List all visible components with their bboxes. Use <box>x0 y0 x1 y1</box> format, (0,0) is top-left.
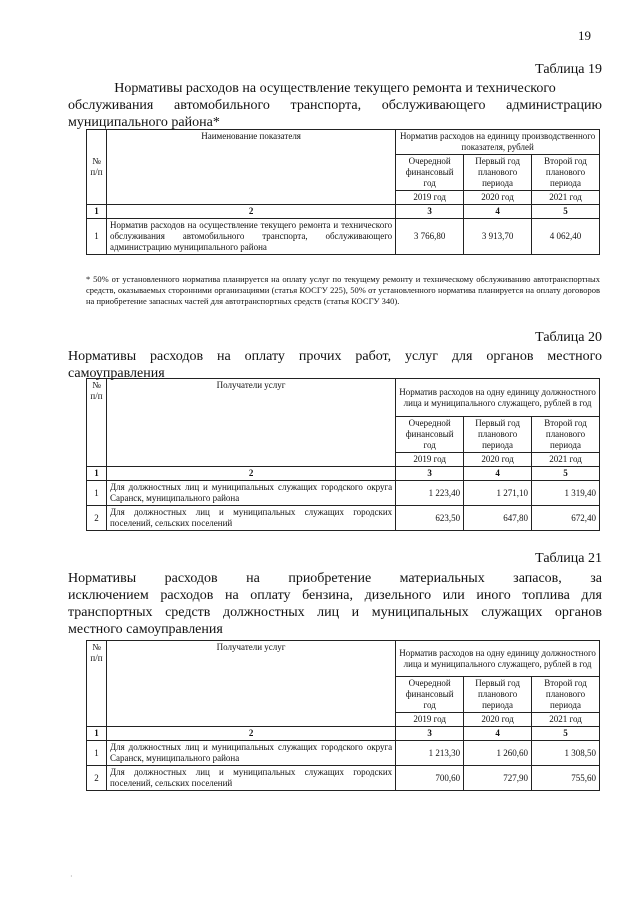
table-row <box>87 741 600 766</box>
col-num-5: 5 <box>532 727 600 741</box>
row-value-2021: 672,40 <box>532 506 600 531</box>
year-2019: 2019 год <box>396 191 464 205</box>
col-num-2: 2 <box>106 205 395 219</box>
table20-caption: Таблица 20 <box>535 330 602 345</box>
col-num-3: 3 <box>396 205 464 219</box>
row-value-2019: 623,50 <box>396 506 464 531</box>
table19-caption: Таблица 19 <box>535 62 602 77</box>
col-num-2: 2 <box>106 727 395 741</box>
title-line: транспортных средств должностных лиц и муниципальных служащих органов <box>68 605 602 620</box>
col-num-5: 5 <box>532 205 600 219</box>
row-num: 1 <box>87 481 107 506</box>
title-line: исключением расходов на оплату бензина, дизельного или иного топлива для <box>68 588 602 603</box>
row-num: 1 <box>87 219 107 255</box>
year-2019: 2019 год <box>396 453 464 467</box>
row-value-2021: 1 319,40 <box>532 481 600 506</box>
header-current-year: Очередной финансовый год <box>396 155 464 191</box>
header-plan-year-2: Второй год планового периода <box>532 417 600 453</box>
header-plan-year-2: Второй год планового периода <box>532 677 600 713</box>
col-num-1: 1 <box>87 727 107 741</box>
table-row <box>87 506 600 531</box>
col-num-3: 3 <box>396 467 464 481</box>
row-value-2021: 4 062,40 <box>532 219 600 255</box>
row-value-2019: 3 766,80 <box>396 219 464 255</box>
title-line: самоуправления <box>68 366 165 381</box>
row-num: 1 <box>87 741 107 766</box>
table-row <box>87 481 600 506</box>
header-num: № п/п <box>87 379 107 467</box>
row-value-2020: 1 260,60 <box>464 741 532 766</box>
header-plan-year-1: Первый год планового периода <box>464 417 532 453</box>
table-row <box>87 766 600 791</box>
row-value-2020: 1 271,10 <box>464 481 532 506</box>
row-value-2020: 647,80 <box>464 506 532 531</box>
col-num-2: 2 <box>106 467 395 481</box>
year-2021: 2021 год <box>532 453 600 467</box>
year-2020: 2020 год <box>464 713 532 727</box>
row-name: Норматив расходов на осуществление текущего ремонта и технического обслуживания автомобильного транспорта, обслуживающего администрацию муниципального района <box>106 219 395 255</box>
year-2019: 2019 год <box>396 713 464 727</box>
col-num-4: 4 <box>464 467 532 481</box>
header-plan-year-1: Первый год планового периода <box>464 155 532 191</box>
row-value-2021: 755,60 <box>532 766 600 791</box>
table20 <box>86 378 600 531</box>
header-num: № п/п <box>87 130 107 205</box>
col-num-3: 3 <box>396 727 464 741</box>
title-line: обслуживания автомобильного транспорта, обслуживающего администрацию <box>68 98 602 113</box>
year-2021: 2021 год <box>532 191 600 205</box>
title-line: Нормативы расходов на приобретение материальных запасов, за <box>68 571 602 586</box>
header-plan-year-1: Первый год планового периода <box>464 677 532 713</box>
table20-title <box>68 348 602 382</box>
title-line: муниципального района* <box>68 115 220 130</box>
title-line: Нормативы расходов на осуществление текущего ремонта и технического <box>114 81 556 96</box>
table19 <box>86 129 600 255</box>
table19-footnote: * 50% от установленного норматива планируется на оплату услуг по текущему ремонту и техническому обслуживанию автотранспортных средств, оказываемых сторонними организациями (статья КОСГУ 225), 50% от установленного норматива планируется на оплату договоров на приобретение запасных частей для автотранспортных средств (статья КОСГУ 340). <box>86 274 600 306</box>
table-row <box>87 219 600 255</box>
year-2020: 2020 год <box>464 191 532 205</box>
scan-mark: · <box>70 872 73 881</box>
row-value-2019: 1 223,40 <box>396 481 464 506</box>
row-name: Для должностных лиц и муниципальных служащих городского округа Саранск, муниципального района <box>106 481 395 506</box>
header-name: Получатели услуг <box>106 641 395 727</box>
row-value-2020: 3 913,70 <box>464 219 532 255</box>
header-num: № п/п <box>87 641 107 727</box>
title-line: Нормативы расходов на оплату прочих работ, услуг для органов местного <box>68 349 602 364</box>
row-num: 2 <box>87 766 107 791</box>
header-name: Получатели услуг <box>106 379 395 467</box>
header-group: Норматив расходов на одну единицу должностного лица и муниципального служащего, рублей в год <box>396 641 600 677</box>
row-name: Для должностных лиц и муниципальных служащих городского округа Саранск, муниципального района <box>106 741 395 766</box>
col-num-4: 4 <box>464 205 532 219</box>
header-current-year: Очередной финансовый год <box>396 677 464 713</box>
year-2021: 2021 год <box>532 713 600 727</box>
title-line: местного самоуправления <box>68 622 223 637</box>
row-name: Для должностных лиц и муниципальных служащих городских поселений, сельских поселений <box>106 766 395 791</box>
table21-title <box>68 570 602 638</box>
table21 <box>86 640 600 791</box>
row-value-2020: 727,90 <box>464 766 532 791</box>
header-group: Норматив расходов на одну единицу должностного лица и муниципального служащего, рублей в год <box>396 379 600 417</box>
table21-caption: Таблица 21 <box>535 551 602 566</box>
col-num-4: 4 <box>464 727 532 741</box>
page-number: 19 <box>578 28 591 43</box>
table19-title <box>68 80 602 131</box>
col-num-1: 1 <box>87 205 107 219</box>
row-value-2019: 700,60 <box>396 766 464 791</box>
header-name: Наименование показателя <box>106 130 395 205</box>
row-value-2021: 1 308,50 <box>532 741 600 766</box>
header-current-year: Очередной финансовый год <box>396 417 464 453</box>
row-name: Для должностных лиц и муниципальных служащих городских поселений, сельских поселений <box>106 506 395 531</box>
col-num-5: 5 <box>532 467 600 481</box>
col-num-1: 1 <box>87 467 107 481</box>
row-num: 2 <box>87 506 107 531</box>
header-plan-year-2: Второй год планового периода <box>532 155 600 191</box>
row-value-2019: 1 213,30 <box>396 741 464 766</box>
header-group: Норматив расходов на единицу производственного показателя, рублей <box>396 130 600 155</box>
year-2020: 2020 год <box>464 453 532 467</box>
